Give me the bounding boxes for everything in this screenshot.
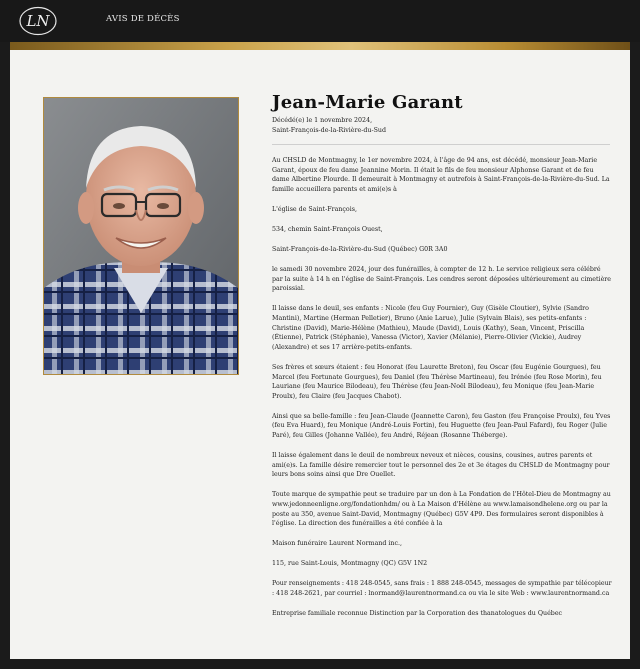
paragraph-funeral-address: 115, rue Saint-Louis, Montmagny (QC) G5V 1N2	[272, 560, 428, 568]
deceased-name: Jean-Marie Garant	[272, 92, 463, 113]
logo-letters: LN	[26, 12, 50, 30]
paragraph-service: le samedi 30 novembre 2024, jour des funérailles, à compter de 12 h. Le service religieux sera célébré par la suite à 14 h en l'église de Saint-François. Les cendres seront déposées ultérieurement au cimetière paroissial.	[272, 266, 612, 293]
paragraph-venue: L'église de Saint-François,	[272, 205, 357, 213]
paragraph-siblings: Ses frères et sœurs étaient : feu Honorat (feu Laurette Breton), feu Oscar (feu Eugénie Gourgues), feu Marcel (feu Fortunate Gourgues), feu Daniel (feu Thérèse Martineau), feu Irénée (feu Rose Morin), feu Lauriane (feu Maurice Bilodeau), feu Thérèse (feu Jean-Noël Bilodeau), feu Monique (feu Jean-Marie Proulx), feu Claire (feu Jacques Chabot).	[272, 363, 602, 400]
paragraph-announcement: Au CHSLD de Montmagny, le 1er novembre 2024, à l'âge de 94 ans, est décédé, monsieur Jean-Marie Garant, époux de feu dame Jeannine Morin. Il était le fils de feu monsieur Alphonse Garant et de feu dame Albertine Plourde. Il demeurait à Montmagny et autrefois à Saint-François-de-la-Rivière-du-Sud. La famille accueillera parents et ami(e)s à	[272, 157, 610, 193]
paragraph-address: 534, chemin Saint-François Ouest,	[272, 225, 383, 233]
nav-avis-de-deces[interactable]: AVIS DE DÉCÈS	[106, 14, 180, 24]
paragraph-city: Saint-François-de-la-Rivière-du-Sud (Québec) G0R 3A0	[272, 246, 448, 254]
paragraph-funeral-home: Maison funéraire Laurent Normand inc.,	[272, 540, 403, 548]
paragraph-children: Il laisse dans le deuil, ses enfants : Nicole (feu Guy Fournier), Guy (Gisèle Cloutier), Sylvie (Sandro Mantini), Martine (Herman Pelletier), Bruno (Anie Larue), Julie (Sylvain Blais), ses petits-enfants : Christine (David), Marie-Hélène (Mathieu), Maude (David), Louis (Kathy), Sean, Vincent, Priscilla (Étienne), Patrick (Stéphanie), Vanessa (Victor), Xavier (Mélanie), Pierre-Olivier (Vickie), Audrey (Alexandre) et ses 17 arrière-petits-enfants.	[272, 305, 589, 351]
obituary-text	[272, 156, 612, 629]
death-place: Saint-François-de-la-Rivière-du-Sud	[272, 127, 386, 134]
bottom-strip	[0, 659, 640, 669]
paragraph-in-laws: Ainsi que sa belle-famille : feu Jean-Claude (Jeannette Caron), feu Gaston (feu Françoise Proulx), feu Yves (feu Eva Huard), feu Monique (André-Louis Fortin), feu Huguette (feu Jean-Paul Fafard), feu Roger (Julie Paré), feu Gilles (Johanne Vallée), feu André, Réjean (Rosanne Théberge).	[272, 412, 611, 439]
gold-divider	[10, 42, 630, 50]
portrait-photo	[43, 97, 239, 375]
paragraph-distinction: Entreprise familiale reconnue Distinction par la Corporation des thanatologues du Québec	[272, 610, 563, 618]
top-bar	[0, 0, 640, 42]
paragraph-contact: Pour renseignements : 418 248-0545, sans frais : 1 888 248-0545, messages de sympathie par télécopieur : 418 248-2621, par courriel : lnormand@laurentnormand.ca ou via le site Web : www.laurentnormand.ca	[272, 580, 612, 597]
header-divider	[272, 144, 610, 145]
death-date: Décédé(e) le 1 novembre 2024,	[272, 117, 373, 124]
paragraph-donations: Toute marque de sympathie peut se traduire par un don à La Fondation de l'Hôtel-Dieu de Montmagny au www.jedonneenligne.org/fondationhdm/ ou à La Maison d'Hélène au www.lamaisondhelene.org ou par la poste au 350, avenue Saint-David, Montmagny (Québec) G5V 4P9. Des formulaires seront disponibles à l'église. La direction des funérailles a été confiée à la	[272, 491, 611, 528]
paragraph-thanks: Il laisse également dans le deuil de nombreux neveux et nièces, cousins, cousines, autres parents et ami(e)s. La famille désire remercier tout le personnel des 2e et 3e étages du CHSLD de Montmagny pour leurs bons soins ainsi que Dre Ouellet.	[272, 452, 610, 479]
ln-logo[interactable]	[18, 6, 58, 36]
death-info	[272, 116, 386, 136]
